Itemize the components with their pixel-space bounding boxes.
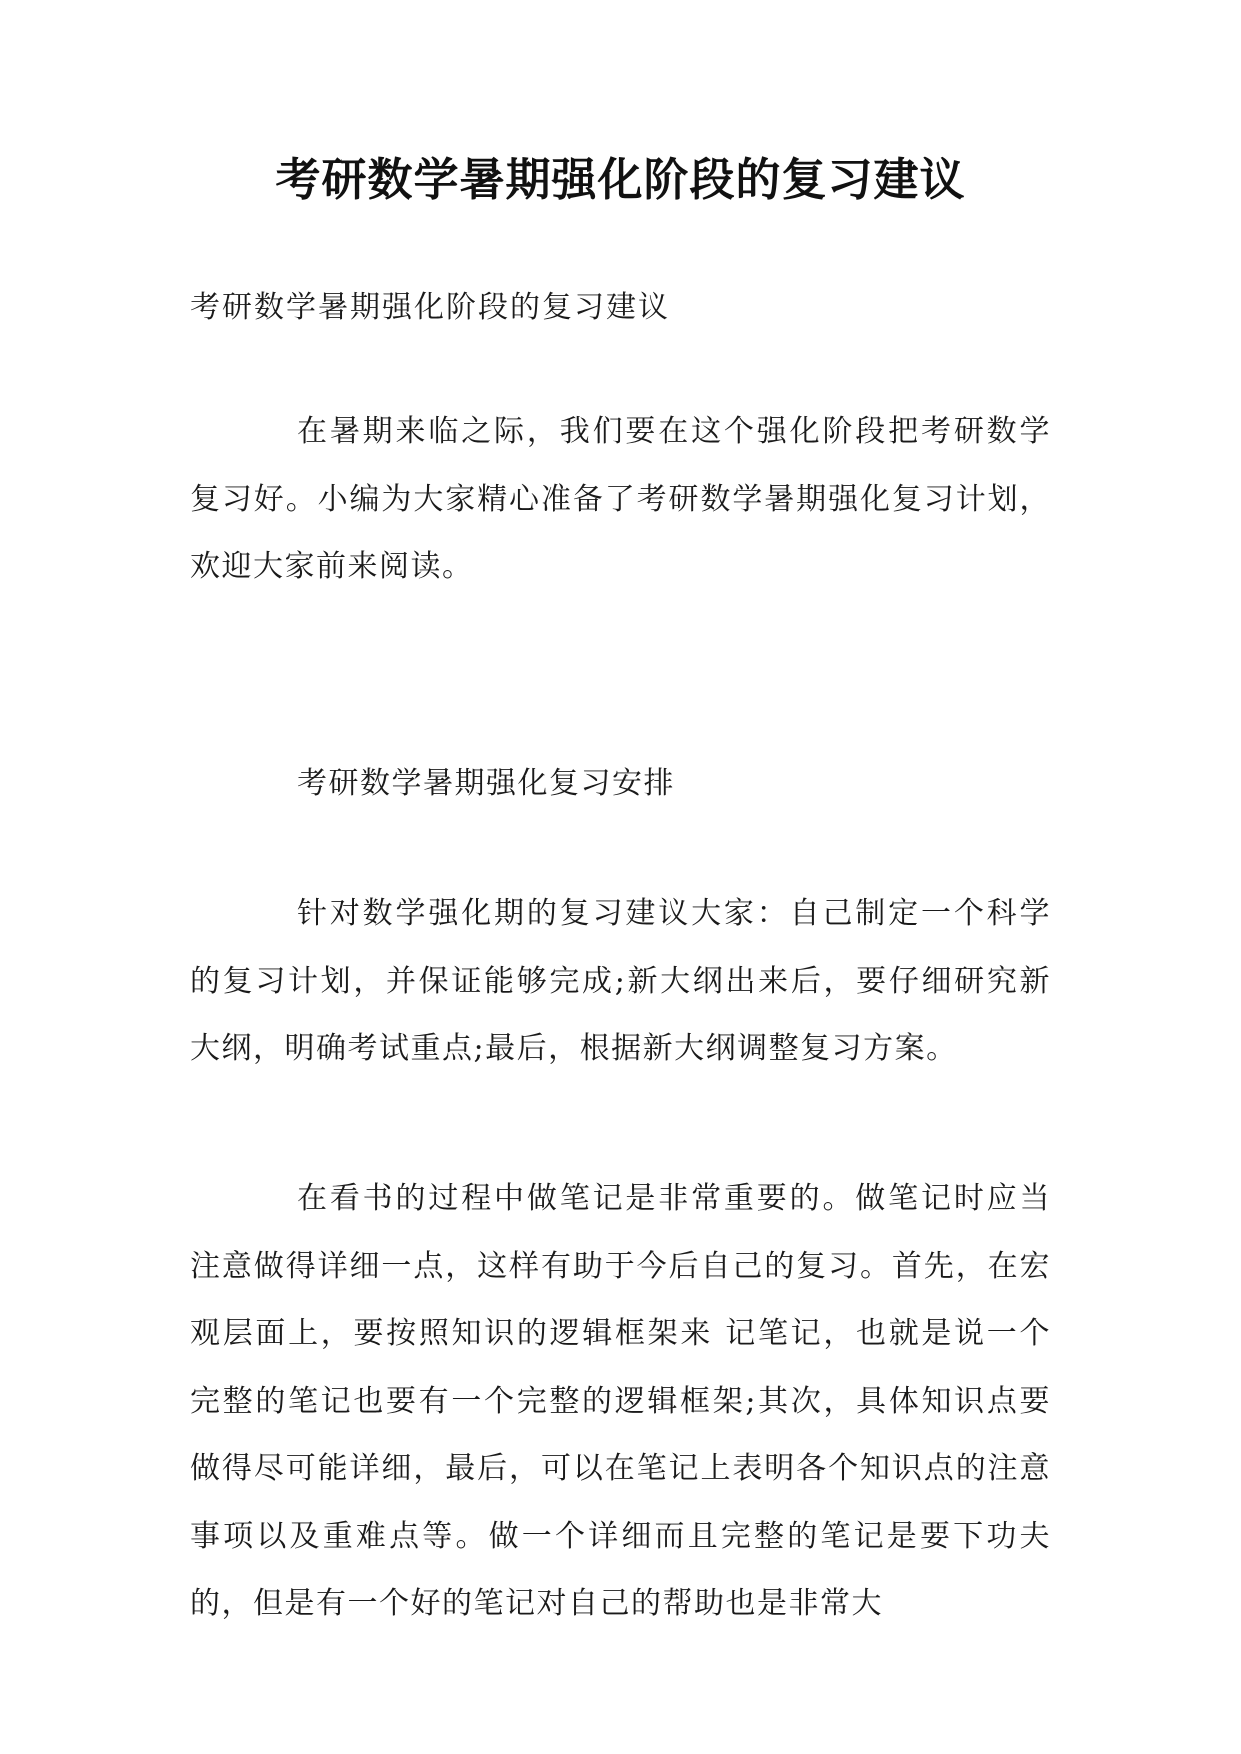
document-subtitle: 考研数学暑期强化阶段的复习建议 [190, 290, 670, 325]
advice-paragraph: 针对数学强化期的复习建议大家：自己制定一个科学的复习计划，并保证能够完成;新大纲出来后，要仔细研究新大纲，明确考试重点;最后，根据新大纲调整复习方案。 [190, 896, 1051, 1066]
intro-paragraph: 在暑期来临之际，我们要在这个强化阶段把考研数学复习好。小编为大家精心准备了考研数学暑期强化复习计划，欢迎大家前来阅读。 [190, 414, 1051, 584]
notes-paragraph: 在看书的过程中做笔记是非常重要的。做笔记时应当注意做得详细一点，这样有助于今后自己的复习。首先，在宏观层面上，要按照知识的逻辑框架来 记笔记，也就是说一个完整的笔记也要有一个完整的逻辑框架;其次，具体知识点要做得尽可能详细，最后，可以在笔记上表明各个知识点的注意事项以及重难点等。做一个详细而且完整的笔记是要下功夫的，但是有一个好的笔记对自己的帮助也是非常大 [190, 1181, 1051, 1621]
document-title: 考研数学暑期强化阶段的复习建议 [275, 153, 966, 206]
section-heading: 考研数学暑期强化复习安排 [297, 766, 675, 801]
